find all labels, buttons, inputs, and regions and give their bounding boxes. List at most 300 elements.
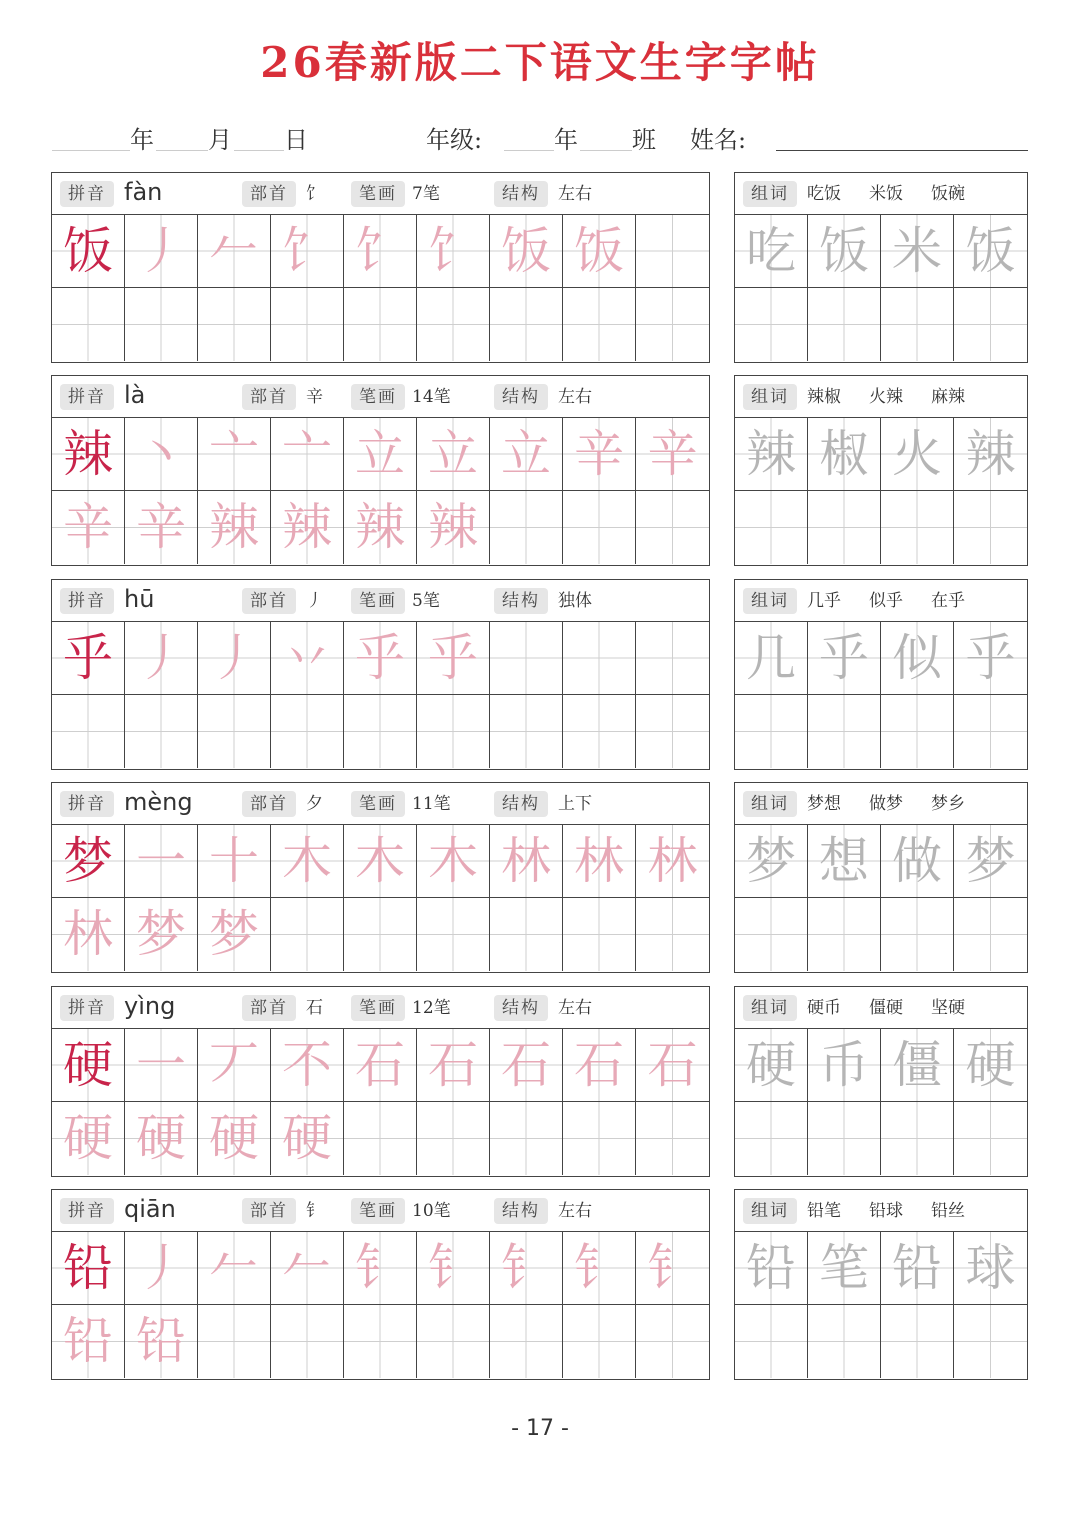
grid-cell[interactable] [417,1102,490,1175]
grid-cell[interactable] [198,1232,271,1305]
structure-label: 结构 [494,588,548,614]
words-card [734,375,1028,566]
grid-cell[interactable] [881,418,954,491]
grid-cell[interactable] [52,825,125,898]
grid-cell[interactable] [808,215,881,288]
grid-cell[interactable] [563,418,636,491]
year-blank[interactable] [52,150,130,151]
grid-cell[interactable] [271,1102,344,1175]
grid-cell[interactable] [344,695,417,768]
word-trace-character: 辣 [965,425,1016,483]
grid-cell[interactable] [344,215,417,288]
stroke-step: 亠 [282,425,332,483]
word-item: 硬币 [807,998,841,1018]
word-item: 梦想 [807,794,841,814]
stroke-step: 石 [574,1036,624,1094]
word-item: 吃饭 [807,184,841,204]
word-item: 麻辣 [931,387,965,407]
grid-cell[interactable] [52,898,125,971]
grid-cell[interactable] [563,1029,636,1102]
grid-cell[interactable] [344,418,417,491]
stroke-step: 辛 [647,425,698,483]
word-trace-character: 想 [819,832,869,890]
grid-cell[interactable] [490,695,563,768]
grid-cell[interactable] [344,825,417,898]
grid-cell[interactable] [490,1232,563,1305]
grid-cell[interactable] [808,288,881,361]
word-trace-character: 硬 [746,1036,796,1094]
stroke-step: 乎 [428,629,478,687]
model-character: 硬 [63,1036,113,1094]
grid-cell[interactable] [125,898,198,971]
grid-cell[interactable] [344,898,417,971]
grid-cell[interactable] [125,825,198,898]
grid-cell[interactable] [735,1305,808,1378]
stroke-step: 梦 [209,905,259,963]
grid-cell[interactable] [808,695,881,768]
model-character: 梦 [63,832,113,890]
grid-cell[interactable] [125,622,198,695]
strokes-value: 7笔 [412,184,440,204]
pinyin-value: fàn [124,178,163,206]
word-trace-character: 辣 [746,425,796,483]
grid-cell[interactable] [125,288,198,361]
grid-cell[interactable] [125,1305,198,1378]
grid-cell[interactable] [271,825,344,898]
grid-cell[interactable] [636,215,709,288]
char-card-header [52,987,709,1029]
grid-cell[interactable] [881,215,954,288]
grid-cell[interactable] [198,695,271,768]
stroke-step: 钅 [574,1239,624,1297]
word-item: 铅球 [869,1201,903,1221]
stroke-step: 丶 [136,425,186,483]
grid-cell[interactable] [125,1102,198,1175]
grid-cell[interactable] [417,288,490,361]
char-card-header [52,376,709,418]
radical-value: 辛 [306,387,323,407]
grid-cell[interactable] [198,825,271,898]
grid-cell[interactable] [735,898,808,971]
model-character: 乎 [63,629,113,687]
word-item: 米饭 [869,184,903,204]
grid-cell[interactable] [954,825,1027,898]
words-card [734,1189,1028,1380]
grid-cell[interactable] [198,1102,271,1175]
word-trace-character: 僵 [892,1036,942,1094]
strokes-label: 笔画 [351,791,405,817]
grid-cell[interactable] [881,1029,954,1102]
grid-cell[interactable] [490,825,563,898]
grid-cell[interactable] [417,491,490,564]
grid-cell[interactable] [417,1232,490,1305]
stroke-step: 石 [355,1036,405,1094]
word-trace-character: 铅 [892,1239,942,1297]
pinyin-value: hū [124,585,155,613]
structure-value: 独体 [558,591,592,611]
grid-cell[interactable] [808,898,881,971]
word-item: 饭碗 [931,184,965,204]
name-label: 姓名: [690,126,747,154]
stroke-step: 硬 [282,1109,332,1167]
grid-cell[interactable] [417,622,490,695]
grid-cell[interactable] [563,825,636,898]
stroke-step: 硬 [136,1109,186,1167]
structure-value: 左右 [558,1201,592,1221]
grid-cell[interactable] [735,1029,808,1102]
grid-cell[interactable] [954,898,1027,971]
words-card [734,782,1028,973]
word-trace-character: 做 [892,832,942,890]
grid-cell[interactable] [490,1305,563,1378]
grid-cell[interactable] [198,418,271,491]
grid-cell[interactable] [881,898,954,971]
grid-cell[interactable] [344,491,417,564]
stroke-step: 辣 [209,498,259,556]
words-label: 组词 [743,995,797,1021]
words-card-header [735,1190,1027,1232]
words-card [734,172,1028,363]
stroke-step: 立 [501,425,551,483]
grid-cell[interactable] [271,288,344,361]
grid-cell[interactable] [636,695,709,768]
word-item: 铅笔 [807,1201,841,1221]
grid-cell[interactable] [808,622,881,695]
structure-label: 结构 [494,181,548,207]
pinyin-label: 拼音 [60,791,114,817]
grid-cell[interactable] [198,622,271,695]
grid-cell[interactable] [808,1305,881,1378]
grid-cell[interactable] [735,825,808,898]
radical-label: 部首 [242,588,296,614]
grid-cell[interactable] [808,1102,881,1175]
strokes-label: 笔画 [351,384,405,410]
grid-cell[interactable] [271,215,344,288]
word-trace-character: 火 [892,425,942,483]
grid-cell[interactable] [881,1232,954,1305]
grid-cell[interactable] [125,491,198,564]
stroke-step: 辣 [428,498,478,556]
grid-cell[interactable] [636,825,709,898]
grid-cell[interactable] [490,1102,563,1175]
char-card [51,1189,710,1380]
strokes-value: 10笔 [412,1201,451,1221]
grid-cell[interactable] [125,1029,198,1102]
pinyin-value: là [124,381,146,409]
grid-cell[interactable] [490,215,563,288]
radical-label: 部首 [242,181,296,207]
grid-cell[interactable] [198,898,271,971]
stroke-step: 一 [136,832,186,890]
grid-cell[interactable] [52,1305,125,1378]
grid-cell[interactable] [636,288,709,361]
grid-cell[interactable] [198,1029,271,1102]
grid-cell[interactable] [808,1232,881,1305]
grid-cell[interactable] [417,1305,490,1378]
stroke-step: 亠 [209,425,259,483]
grid-cell[interactable] [636,1232,709,1305]
page-title: 26春新版二下语文生字字帖 [260,38,820,87]
strokes-value: 14笔 [412,387,451,407]
grid-cell[interactable] [881,825,954,898]
stroke-step: 乎 [355,629,405,687]
grid-cell[interactable] [881,1102,954,1175]
word-item: 似乎 [869,591,903,611]
grid-cell[interactable] [636,491,709,564]
grid-cell[interactable] [198,215,271,288]
grid-cell[interactable] [271,491,344,564]
grid-cell[interactable] [808,825,881,898]
grid-cell[interactable] [636,622,709,695]
stroke-step: 钅 [647,1239,698,1297]
grid-cell[interactable] [52,1102,125,1175]
grid-cell[interactable] [563,1305,636,1378]
grid-cell[interactable] [954,622,1027,695]
grid-cell[interactable] [125,215,198,288]
radical-label: 部首 [242,1198,296,1224]
structure-label: 结构 [494,384,548,410]
year-label: 年 [130,126,154,154]
grid-cell[interactable] [735,418,808,491]
grid-cell[interactable] [954,418,1027,491]
grid-cell[interactable] [344,622,417,695]
stroke-step: 林 [501,832,551,890]
structure-value: 上下 [558,794,592,814]
grid-cell[interactable] [271,1232,344,1305]
grid-cell[interactable] [636,418,709,491]
grid-cell[interactable] [271,695,344,768]
grid-cell[interactable] [125,1232,198,1305]
grid-cell[interactable] [636,898,709,971]
stroke-step: 辛 [574,425,624,483]
char-card-header [52,1190,709,1232]
grid-cell[interactable] [881,491,954,564]
words-card-header [735,580,1027,622]
structure-value: 左右 [558,387,592,407]
radical-value: 石 [306,998,323,1018]
radical-value: 钅 [306,1201,323,1221]
grid-cell[interactable] [417,898,490,971]
month-label: 月 [208,126,232,154]
grid-cell[interactable] [636,1102,709,1175]
word-trace-character: 梦 [965,832,1016,890]
stroke-step: 𠂉 [209,222,259,280]
grid-cell[interactable] [490,622,563,695]
grid-cell[interactable] [417,825,490,898]
strokes-label: 笔画 [351,995,405,1021]
grid-cell[interactable] [490,491,563,564]
grid-cell[interactable] [52,215,125,288]
grid-cell[interactable] [735,215,808,288]
grid-cell[interactable] [344,1232,417,1305]
grid-cell[interactable] [52,695,125,768]
grid-cell[interactable] [954,1305,1027,1378]
word-trace-character: 笔 [819,1239,869,1297]
grid-cell[interactable] [881,622,954,695]
grid-cell[interactable] [563,898,636,971]
grid-cell[interactable] [563,491,636,564]
model-character: 铅 [63,1239,113,1297]
grid-cell[interactable] [417,215,490,288]
name-blank[interactable] [776,150,1028,151]
word-item: 在乎 [931,591,965,611]
grid-cell[interactable] [735,288,808,361]
grid-cell[interactable] [563,215,636,288]
grid-cell[interactable] [954,695,1027,768]
grid-cell[interactable] [881,1305,954,1378]
word-item: 做梦 [869,794,903,814]
grid-cell[interactable] [490,418,563,491]
grid-cell[interactable] [954,288,1027,361]
strokes-label: 笔画 [351,588,405,614]
stroke-step: 钅 [355,1239,405,1297]
stroke-step: 林 [63,905,113,963]
grid-cell[interactable] [271,898,344,971]
structure-label: 结构 [494,791,548,817]
grid-cell[interactable] [490,898,563,971]
word-item: 梦乡 [931,794,965,814]
stroke-step: 辣 [282,498,332,556]
structure-value: 左右 [558,184,592,204]
structure-value: 左右 [558,998,592,1018]
grid-cell[interactable] [808,491,881,564]
pinyin-label: 拼音 [60,588,114,614]
radical-value: 饣 [306,184,323,204]
stroke-step: 十 [209,832,259,890]
grid-cell[interactable] [954,1102,1027,1175]
grid-cell[interactable] [198,491,271,564]
grid-cell[interactable] [735,695,808,768]
grid-cell[interactable] [52,1232,125,1305]
grid-cell[interactable] [52,418,125,491]
grid-cell[interactable] [344,288,417,361]
stroke-step: 辣 [355,498,405,556]
grid-cell[interactable] [954,1029,1027,1102]
radical-value: 夕 [306,794,323,814]
grid-cell[interactable] [563,288,636,361]
stroke-step: 铅 [63,1312,113,1370]
grade-class-blank[interactable] [580,150,632,151]
grade-class-label: 班 [632,126,656,154]
word-trace-character: 米 [892,222,942,280]
stroke-step: 一 [136,1036,186,1094]
grade-year-blank[interactable] [504,150,554,151]
pinyin-value: mèng [124,788,193,816]
grid-cell[interactable] [808,1029,881,1102]
stroke-step: 𠂉 [209,1239,259,1297]
grid-cell[interactable] [52,622,125,695]
stroke-step: 石 [647,1036,698,1094]
stroke-step: 饣 [282,222,332,280]
radical-label: 部首 [242,791,296,817]
grid-cell[interactable] [808,418,881,491]
stroke-step: 辛 [63,498,113,556]
grid-cell[interactable] [954,491,1027,564]
stroke-step: 铅 [136,1312,186,1370]
grid-cell[interactable] [563,1102,636,1175]
words-card-header [735,376,1027,418]
grid-cell[interactable] [417,695,490,768]
date-name-line [52,120,1028,156]
word-trace-character: 几 [746,629,796,687]
words-card [734,986,1028,1177]
grid-cell[interactable] [563,1232,636,1305]
pinyin-label: 拼音 [60,384,114,410]
grid-cell[interactable] [636,1029,709,1102]
grid-cell[interactable] [198,288,271,361]
strokes-value: 11笔 [412,794,451,814]
grade-year-label: 年 [554,126,578,154]
stroke-step: 钅 [501,1239,551,1297]
stroke-step: 丿 [136,629,186,687]
radical-value: 丿 [306,591,323,611]
grade-label: 年级: [426,126,483,154]
word-trace-character: 梦 [746,832,796,890]
grid-cell[interactable] [344,1102,417,1175]
strokes-value: 5笔 [412,591,440,611]
grid-cell[interactable] [881,288,954,361]
grid-cell[interactable] [52,1029,125,1102]
month-blank[interactable] [156,150,208,151]
grid-cell[interactable] [881,695,954,768]
stroke-step: 钅 [428,1239,478,1297]
grid-cell[interactable] [735,491,808,564]
grid-cell[interactable] [52,491,125,564]
grid-cell[interactable] [417,1029,490,1102]
grid-cell[interactable] [125,695,198,768]
grid-cell[interactable] [735,1232,808,1305]
grid-cell[interactable] [490,1029,563,1102]
grid-cell[interactable] [954,215,1027,288]
word-item: 铅丝 [931,1201,965,1221]
stroke-step: 丷 [282,629,332,687]
model-character: 饭 [63,222,113,280]
grid-cell[interactable] [52,288,125,361]
word-trace-character: 椒 [819,425,869,483]
grid-cell[interactable] [271,1029,344,1102]
grid-cell[interactable] [735,622,808,695]
grid-cell[interactable] [563,622,636,695]
day-blank[interactable] [234,150,284,151]
word-item: 几乎 [807,591,841,611]
grid-cell[interactable] [417,418,490,491]
grid-cell[interactable] [490,288,563,361]
stroke-step: 木 [355,832,405,890]
stroke-step: 硬 [63,1109,113,1167]
grid-cell[interactable] [125,418,198,491]
grid-cell[interactable] [271,1305,344,1378]
grid-cell[interactable] [636,1305,709,1378]
grid-cell[interactable] [954,1232,1027,1305]
char-card [51,579,710,770]
grid-cell[interactable] [271,418,344,491]
grid-cell[interactable] [344,1305,417,1378]
stroke-step: 辛 [136,498,186,556]
word-trace-character: 乎 [965,629,1016,687]
stroke-step: 丿 [136,1239,186,1297]
words-label: 组词 [743,791,797,817]
stroke-step: 丿 [209,629,259,687]
model-character: 辣 [63,425,113,483]
words-label: 组词 [743,1198,797,1224]
grid-cell[interactable] [344,1029,417,1102]
grid-cell[interactable] [198,1305,271,1378]
grid-cell[interactable] [271,622,344,695]
grid-cell[interactable] [735,1102,808,1175]
day-label: 日 [284,126,308,154]
grid-cell[interactable] [563,695,636,768]
word-trace-character: 硬 [965,1036,1016,1094]
